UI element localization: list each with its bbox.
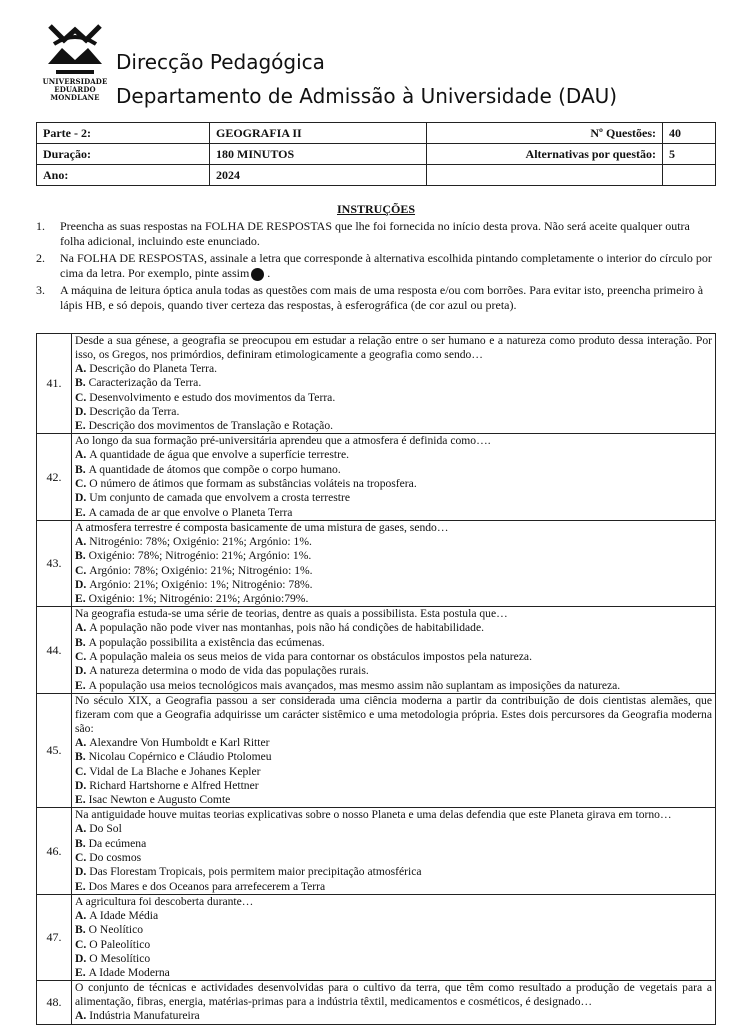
option-text: A população não pode viver nas montanhas, pois não há condições de habitabilidade.	[89, 621, 485, 635]
option-text: Oxigénio: 1%; Nitrogénio: 21%; Argónio:79%.	[88, 592, 309, 606]
question-body	[72, 434, 716, 520]
ano-value: 2024	[210, 165, 427, 186]
option-text: Indústria Manufatureira	[89, 1009, 200, 1023]
option-letter: E.	[75, 793, 86, 807]
instruction-number: 2.	[36, 251, 45, 265]
option-text: O número de átimos que formam as substâncias voláteis na troposfera.	[89, 477, 417, 491]
question-stem: Desde a sua génese, a geografia se preocupou em estudar a relação entre o ser humano e a natureza como produto dessa interação. Por isso, os Gregos, nos primórdios, definiram etimologicamente a geografia como sendo…	[75, 334, 712, 361]
option-letter: C.	[75, 650, 87, 664]
instructions-title: INSTRUÇÕES	[336, 202, 416, 216]
question-body	[72, 981, 716, 1024]
questions-table	[36, 333, 716, 1025]
option-text: Alexandre Von Humboldt e Karl Ritter	[89, 735, 270, 749]
instructions-section	[36, 202, 716, 315]
option-text: Nitrogénio: 78%; Oxigénio: 21%; Argónio: 1%.	[89, 534, 312, 548]
answer-option	[75, 506, 712, 520]
option-letter: A.	[75, 448, 87, 462]
option-text: O Neolítico	[88, 923, 144, 937]
answer-option	[75, 952, 712, 966]
option-text: Descrição do Planeta Terra.	[89, 362, 218, 375]
question-stem: O conjunto de técnicas e actividades desenvolvidas para o cultivo da terra, que têm como resultado a produção de vegetais para a alimentação, fibras, energia, matérias-primas para a indústria têxtil, medicamentos e cosméticos, é designado…	[75, 981, 712, 1009]
option-text: Das Florestam Tropicais, pois permitem maior precipitação atmosférica	[89, 865, 422, 879]
option-text: Desenvolvimento e estudo dos movimentos da Terra.	[89, 390, 336, 404]
question-row	[37, 894, 716, 980]
question-body	[72, 693, 716, 807]
question-number: 44.	[37, 607, 72, 693]
option-letter: B.	[75, 923, 86, 937]
option-letter: B.	[75, 462, 86, 476]
option-text: Um conjunto de camada que envolvem a crosta terrestre	[89, 491, 351, 505]
answer-option	[75, 448, 712, 462]
university-logo	[40, 20, 110, 112]
option-letter: A.	[75, 1009, 87, 1023]
answer-option	[75, 923, 712, 937]
question-number: 43.	[37, 520, 72, 606]
question-stem: A atmosfera terrestre é composta basicamente de uma mistura de gases, sendo…	[75, 520, 449, 534]
option-text: Do cosmos	[89, 851, 142, 865]
answer-option	[75, 822, 712, 836]
option-text: Caracterização da Terra.	[88, 376, 202, 390]
answer-option	[75, 621, 712, 635]
empty-cell	[427, 165, 663, 186]
option-letter: E.	[75, 879, 86, 893]
option-letter: D.	[75, 951, 87, 965]
answer-option	[75, 491, 712, 505]
option-letter: A.	[75, 534, 87, 548]
ano-label: Ano:	[37, 165, 210, 186]
answer-option	[75, 1009, 712, 1023]
option-text: A natureza determina o modo de vida das populações rurais.	[89, 664, 369, 678]
option-text: Dos Mares e dos Oceanos para arrefecerem a Terra	[88, 879, 326, 893]
parte-label: Parte - 2:	[37, 123, 210, 144]
option-letter: C.	[75, 477, 87, 491]
option-text: A camada de ar que envolve o Planeta Terra	[88, 505, 293, 519]
parte-value: GEOGRAFIA II	[210, 123, 427, 144]
logo-text-line: MONDLANE	[50, 93, 100, 102]
option-text: Oxigénio: 78%; Nitrogénio: 21%; Argónio: 1%.	[88, 549, 312, 563]
option-letter: D.	[75, 577, 87, 591]
option-letter: A.	[75, 621, 87, 635]
header-subtitle: Departamento de Admissão à Universidade (DAU)	[116, 84, 618, 108]
instruction-item	[36, 283, 716, 313]
option-text: Argónio: 78%; Oxigénio: 21%; Nitrogénio: 1%.	[89, 563, 313, 577]
question-number: 45.	[37, 693, 72, 807]
answer-option	[75, 636, 712, 650]
question-stem: Na geografia estuda-se uma série de teorias, dentre as quais a possibilista. Esta postula que…	[75, 607, 508, 621]
duracao-label: Duração:	[37, 144, 210, 165]
option-letter: C.	[75, 937, 87, 951]
option-text: A população possibilita a existência das ecúmenas.	[88, 635, 325, 649]
option-letter: B.	[75, 836, 86, 850]
option-letter: D.	[75, 491, 87, 505]
option-text: A Idade Média	[89, 908, 159, 922]
instruction-text: Preencha as suas respostas na FOLHA DE RESPOSTAS que lhe foi fornecida no início desta prova. Não será aceite qualquer outra folha adicional, incluindo este enunciado.	[60, 219, 690, 248]
answer-option	[75, 909, 712, 923]
alternativas-value: 5	[663, 144, 716, 165]
option-letter: C.	[75, 563, 87, 577]
answer-option	[75, 938, 712, 952]
option-text: Nicolau Copérnico e Cláudio Ptolomeu	[88, 750, 272, 764]
option-letter: A.	[75, 822, 87, 836]
answer-option	[75, 463, 712, 477]
filled-circle-icon	[251, 268, 264, 281]
option-text: O Mesolítico	[89, 951, 151, 965]
answer-option	[75, 865, 712, 879]
questoes-label: Nº Questões:	[427, 123, 663, 144]
answer-option	[75, 391, 712, 405]
answer-option	[75, 535, 712, 549]
question-stem: Na antiguidade houve muitas teorias explicativas sobre o nosso Planeta e uma delas defendia que este Planeta girava em torno…	[75, 808, 672, 822]
instruction-suffix: .	[267, 266, 271, 280]
question-body	[72, 520, 716, 606]
question-row	[37, 981, 716, 1024]
instruction-text: Na FOLHA DE RESPOSTAS, assinale a letra que corresponde à alternativa escolhida pintando completamente o interior do círculo por cima da letra. Por exemplo, pinte assim	[60, 251, 712, 280]
question-stem: Ao longo da sua formação pré-universitária aprendeu que a atmosfera é definida como….	[75, 434, 491, 448]
option-text: O Paleolítico	[89, 937, 151, 951]
answer-option	[75, 650, 712, 664]
option-letter: B.	[75, 750, 86, 764]
answer-option	[75, 736, 712, 750]
option-text: A quantidade de átomos que compõe o corpo humano.	[88, 462, 341, 476]
option-text: Argónio: 21%; Oxigénio: 1%; Nitrogénio: 78%.	[89, 577, 313, 591]
answer-option	[75, 578, 712, 592]
option-letter: E.	[75, 592, 86, 606]
questoes-value: 40	[663, 123, 716, 144]
answer-option	[75, 679, 712, 693]
question-body	[72, 607, 716, 693]
option-letter: E.	[75, 505, 86, 519]
option-letter: C.	[75, 851, 87, 865]
duracao-value: 180 MINUTOS	[210, 144, 427, 165]
answer-option	[75, 405, 712, 419]
question-stem: No século XIX, a Geografia passou a ser considerada uma ciência moderna a partir da contribuição de dois cientistas alemães, que fizeram com que a Geografia adquirisse um carácter sistêmico e uma metodologia própria. Estes dois percursores da Geografia moderna são:	[75, 693, 712, 735]
question-row	[37, 334, 716, 434]
answer-option	[75, 376, 712, 390]
option-text: Da ecúmena	[88, 836, 147, 850]
option-letter: C.	[75, 764, 87, 778]
option-text: Isac Newton e Augusto Comte	[88, 793, 231, 807]
option-letter: C.	[75, 390, 87, 404]
question-number: 42.	[37, 434, 72, 520]
answer-option	[75, 750, 712, 764]
question-row	[37, 693, 716, 807]
answer-option	[75, 592, 712, 606]
option-text: A quantidade de água que envolve a superfície terrestre.	[89, 448, 350, 462]
question-row	[37, 808, 716, 894]
option-letter: B.	[75, 376, 86, 390]
header-title: Direcção Pedagógica	[116, 50, 325, 74]
logo-text-line: EDUARDO	[54, 85, 96, 94]
option-text: A população maleia os seus meios de vida para contornar os obstáculos impostos pela natureza.	[89, 650, 532, 664]
instruction-number: 3.	[36, 283, 45, 297]
question-number: 41.	[37, 334, 72, 434]
answer-option	[75, 793, 712, 807]
option-text: A Idade Moderna	[88, 966, 170, 980]
question-row	[37, 434, 716, 520]
option-text: Do Sol	[89, 822, 122, 836]
question-row	[37, 520, 716, 606]
instruction-number: 1.	[36, 219, 45, 233]
option-letter: B.	[75, 549, 86, 563]
option-letter: E.	[75, 678, 86, 692]
alternativas-label: Alternativas por questão:	[427, 144, 663, 165]
question-stem: A agricultura foi descoberta durante…	[75, 894, 254, 908]
answer-option	[75, 564, 712, 578]
option-letter: D.	[75, 404, 87, 418]
answer-option	[75, 880, 712, 894]
answer-option	[75, 779, 712, 793]
answer-option	[75, 966, 712, 980]
question-number: 48.	[37, 981, 72, 1024]
instruction-item	[36, 251, 716, 281]
question-number: 47.	[37, 894, 72, 980]
instruction-item	[36, 219, 716, 249]
option-text: Richard Hartshorne e Alfred Hettner	[89, 778, 259, 792]
answer-option	[75, 664, 712, 678]
option-text: Descrição da Terra.	[89, 404, 180, 418]
option-letter: A.	[75, 735, 87, 749]
logo-emblem-icon	[44, 20, 106, 76]
page-header	[36, 20, 716, 112]
empty-cell	[663, 165, 716, 186]
logo-text-line: UNIVERSIDADE	[42, 77, 108, 86]
answer-option	[75, 362, 712, 376]
answer-option	[75, 837, 712, 851]
exam-info-table	[36, 122, 716, 186]
answer-option	[75, 549, 712, 563]
question-number: 46.	[37, 808, 72, 894]
option-letter: D.	[75, 664, 87, 678]
option-letter: E.	[75, 966, 86, 980]
answer-option	[75, 419, 712, 433]
option-letter: B.	[75, 635, 86, 649]
question-body	[72, 808, 716, 894]
option-letter: A.	[75, 908, 87, 922]
option-letter: D.	[75, 865, 87, 879]
question-body	[72, 334, 716, 434]
option-letter: E.	[75, 419, 86, 433]
option-text: A população usa meios tecnológicos mais avançados, mas mesmo assim não suplantam as imposições da natureza.	[88, 678, 621, 692]
option-letter: D.	[75, 778, 87, 792]
answer-option	[75, 477, 712, 491]
question-body	[72, 894, 716, 980]
instruction-text: A máquina de leitura óptica anula todas as questões com mais de uma resposta e/ou com borrões. Para evitar isto, preencha primeiro à lápis HB, e só depois, quando tiver certeza das respostas, à esferográfica (de cor azul ou preta).	[60, 283, 704, 312]
question-row	[37, 607, 716, 693]
option-letter: A.	[75, 362, 87, 375]
answer-option	[75, 765, 712, 779]
option-text: Vidal de La Blache e Johanes Kepler	[89, 764, 261, 778]
answer-option	[75, 851, 712, 865]
option-text: Descrição dos movimentos de Translação e Rotação.	[88, 419, 334, 433]
